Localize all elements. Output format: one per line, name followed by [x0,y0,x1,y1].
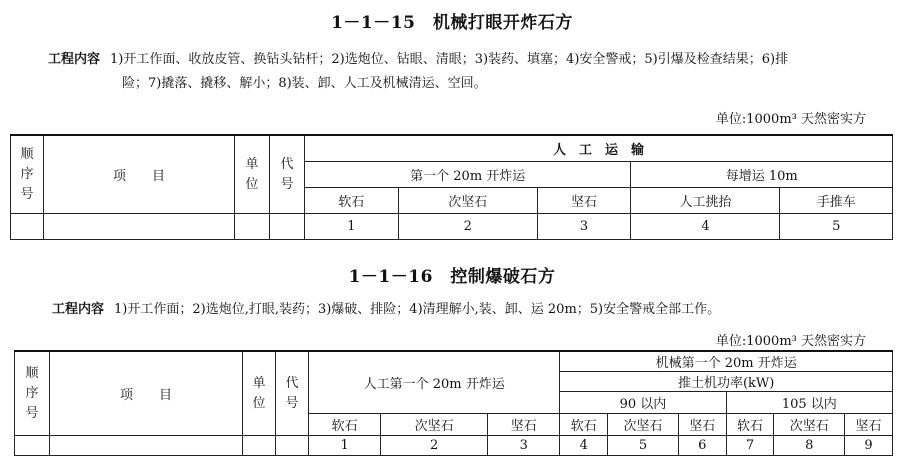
section-2-label: 工程内容 [52,302,105,317]
col-header: 软石 [560,414,608,436]
col-header: 人工挑抬 [631,188,780,214]
col-number: 8 [774,436,845,456]
section-1-line2: 险；7)撬落、撬移、解小；8)装、卸、人工及机械清运、空回。 [122,76,487,91]
col-header: 次坚石 [608,414,679,436]
manual-transport-header: 人 工 运 输 [305,135,893,162]
section-1-table [10,134,893,240]
col-header: 次坚石 [774,414,845,436]
item-header: 项 目 [44,135,235,214]
manual-20m-header: 人工第一个 20m 开炸运 [309,351,560,414]
col-header: 软石 [726,414,774,436]
col-number: 5 [608,436,679,456]
section-1-title: 1－1－15 机械打眼开炸石方 [331,13,573,33]
col-number: 2 [398,214,537,240]
col-number: 4 [560,436,608,456]
section-2-line1: 1)开工作面；2)选炮位,打眼,装药；3)爆破、排险；4)清理解小,装、卸、运 20m；5)安全警戒全部工作。 [114,302,721,317]
col-number: 3 [488,436,560,456]
col-header: 坚石 [537,188,631,214]
col-header: 软石 [305,188,399,214]
section-2-content [52,298,892,322]
section-1-unit: 单位:1000m³ 天然密实方 [715,112,866,127]
col-number: 5 [780,214,893,240]
col-header: 坚石 [845,414,893,436]
col-header: 手推车 [780,188,893,214]
unit-header: 单 位 [235,135,270,214]
section-2-table [14,350,893,456]
col-number: 1 [309,436,381,456]
col-number: 9 [845,436,893,456]
col-number: 3 [537,214,631,240]
power-105-header: 105 以内 [726,392,892,414]
section-1-line1: 1)开工作面、收放皮管、换钻头钻杆；2)选炮位、钻眼、清眼；3)装药、填塞；4)安全警戒；5)引爆及检查结果；6)排 [110,52,789,67]
per-10m-header: 每增运 10m [631,162,893,188]
col-header: 次坚石 [398,188,537,214]
seq-header: 顺 序 号 [15,351,50,436]
mechanical-20m-header: 机械第一个 20m 开炸运 [560,351,893,372]
item-header: 项 目 [50,351,243,436]
col-header: 次坚石 [381,414,488,436]
col-header: 坚石 [488,414,560,436]
seq-header: 顺 序 号 [11,135,44,214]
bulldozer-power-header: 推土机功率(kW) [560,372,893,392]
unit-header: 单 位 [243,351,276,436]
col-number: 4 [631,214,780,240]
code-header: 代 号 [276,351,309,436]
power-90-header: 90 以内 [560,392,726,414]
col-number: 6 [678,436,726,456]
section-2-title: 1－1－16 控制爆破石方 [348,267,556,287]
col-header: 软石 [309,414,381,436]
col-number: 2 [381,436,488,456]
col-number: 1 [305,214,399,240]
col-number: 7 [726,436,774,456]
code-header: 代 号 [270,135,305,214]
col-header: 坚石 [678,414,726,436]
section-2-unit: 单位:1000m³ 天然密实方 [715,334,866,349]
section-1-label: 工程内容 [48,52,101,67]
first-20m-header: 第一个 20m 开炸运 [305,162,631,188]
section-1-content [48,48,888,96]
